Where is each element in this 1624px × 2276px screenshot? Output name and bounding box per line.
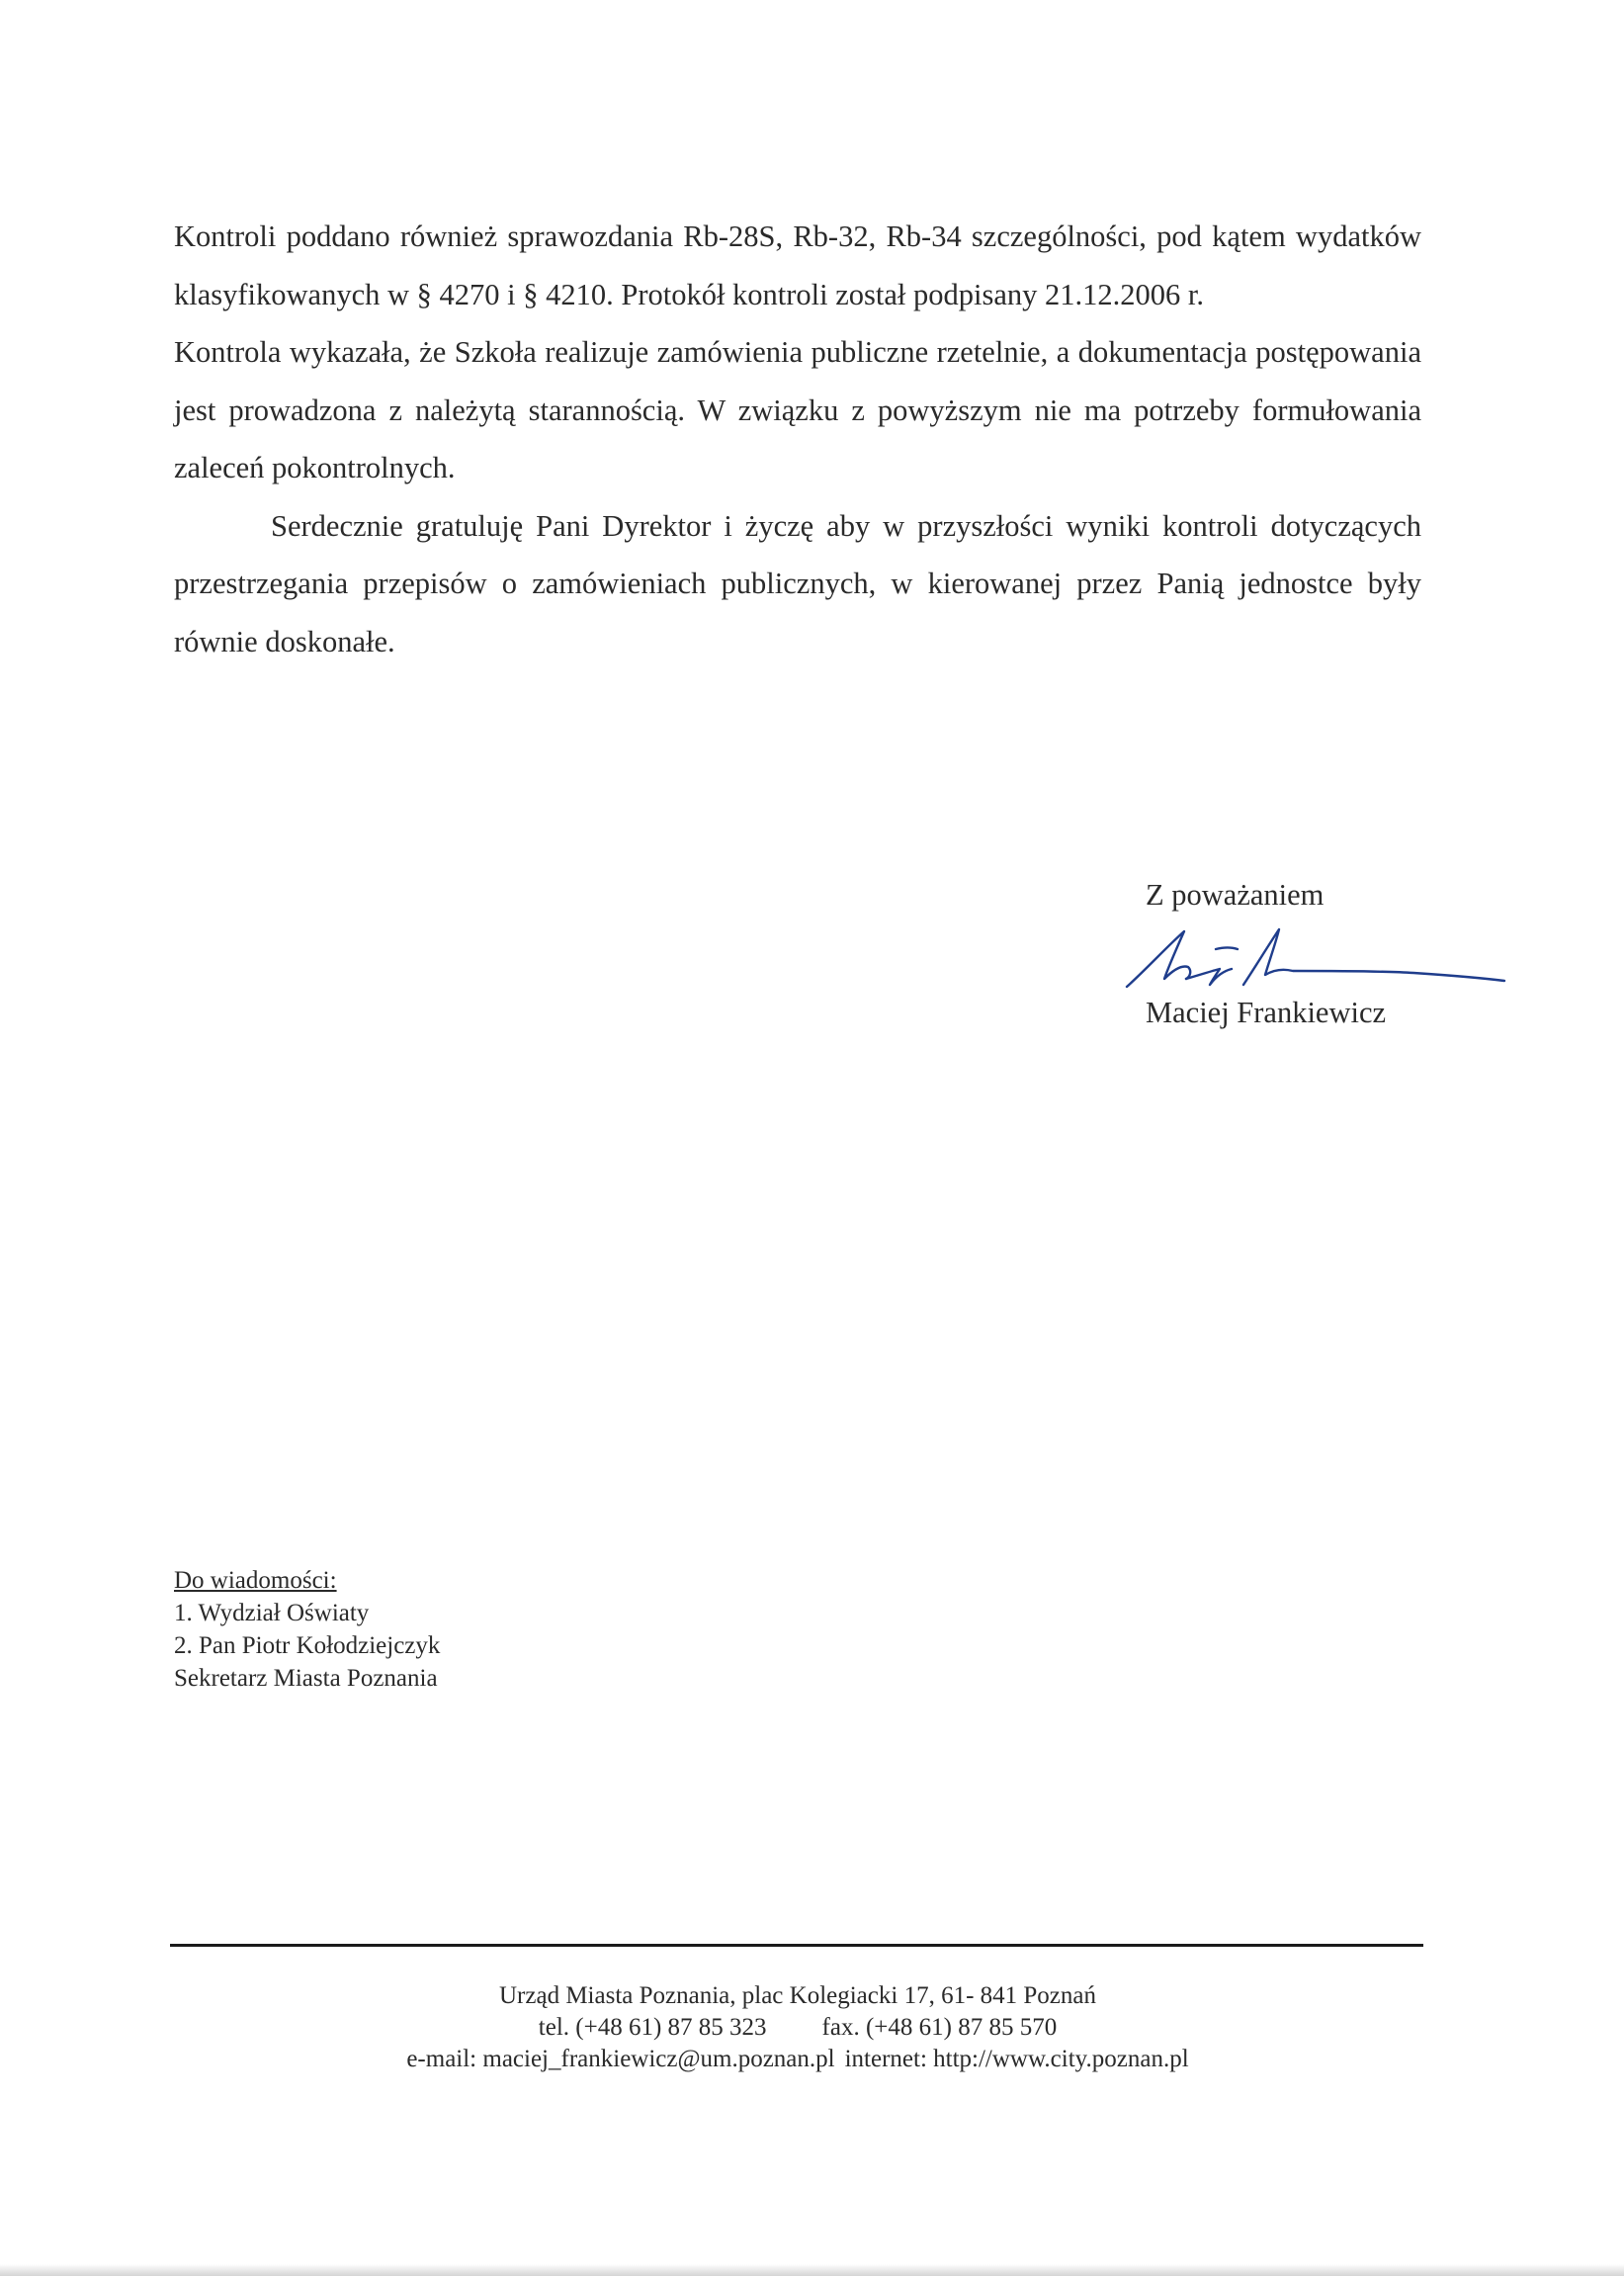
signature-icon bbox=[1117, 919, 1512, 999]
footer-contact-line bbox=[174, 2044, 1421, 2075]
footer-divider bbox=[170, 1944, 1423, 1947]
footer bbox=[174, 1980, 1421, 2075]
signer-name: Maciej Frankiewicz bbox=[1146, 996, 1387, 1029]
cc-item: Sekretarz Miasta Poznania bbox=[174, 1665, 438, 1692]
paragraph-2: Kontrola wykazała, że Szkoła realizuje zamówienia publiczne rzetelnie, a dokumentacja postępowania jest prowadzona z należytą starannością. W związku z powyższym nie ma potrzeby formułowania zaleceń pokontrolnych. bbox=[174, 335, 1421, 484]
paragraph-3: Serdecznie gratuluję Pani Dyrektor i życzę aby w przyszłości wyniki kontroli dotyczących przestrzegania przepisów o zamówieniach publicznych, w kierowanej przez Panią jednostce były równie doskonałe. bbox=[174, 508, 1421, 658]
footer-address: Urząd Miasta Poznania, plac Kolegiacki 17, 61- 841 Poznań bbox=[499, 1982, 1096, 2009]
footer-email: e-mail: maciej_frankiewicz@um.poznan.pl bbox=[406, 2046, 835, 2072]
footer-internet: internet: http://www.city.poznan.pl bbox=[844, 2046, 1189, 2072]
cc-item: 2. Pan Piotr Kołodziejczyk bbox=[174, 1632, 441, 1659]
cc-heading: Do wiadomości: bbox=[174, 1567, 337, 1594]
footer-fax: fax. (+48 61) 87 85 570 bbox=[821, 2014, 1058, 2041]
cc-list bbox=[174, 1564, 440, 1695]
footer-tel: tel. (+48 61) 87 85 323 bbox=[538, 2014, 767, 2041]
scan-edge bbox=[0, 2264, 1624, 2276]
paragraph-1: Kontroli poddano również sprawozdania Rb-28S, Rb-32, Rb-34 szczególności, pod kątem wydatków klasyfikowanych w § 4270 i § 4210. Protokół kontroli został podpisany 21.12.2006 r. bbox=[174, 219, 1421, 311]
footer-phone-line bbox=[174, 2012, 1421, 2044]
letter-body bbox=[174, 208, 1421, 670]
closing-salutation: Z poważaniem bbox=[1146, 878, 1325, 912]
cc-item: 1. Wydział Oświaty bbox=[174, 1600, 370, 1626]
